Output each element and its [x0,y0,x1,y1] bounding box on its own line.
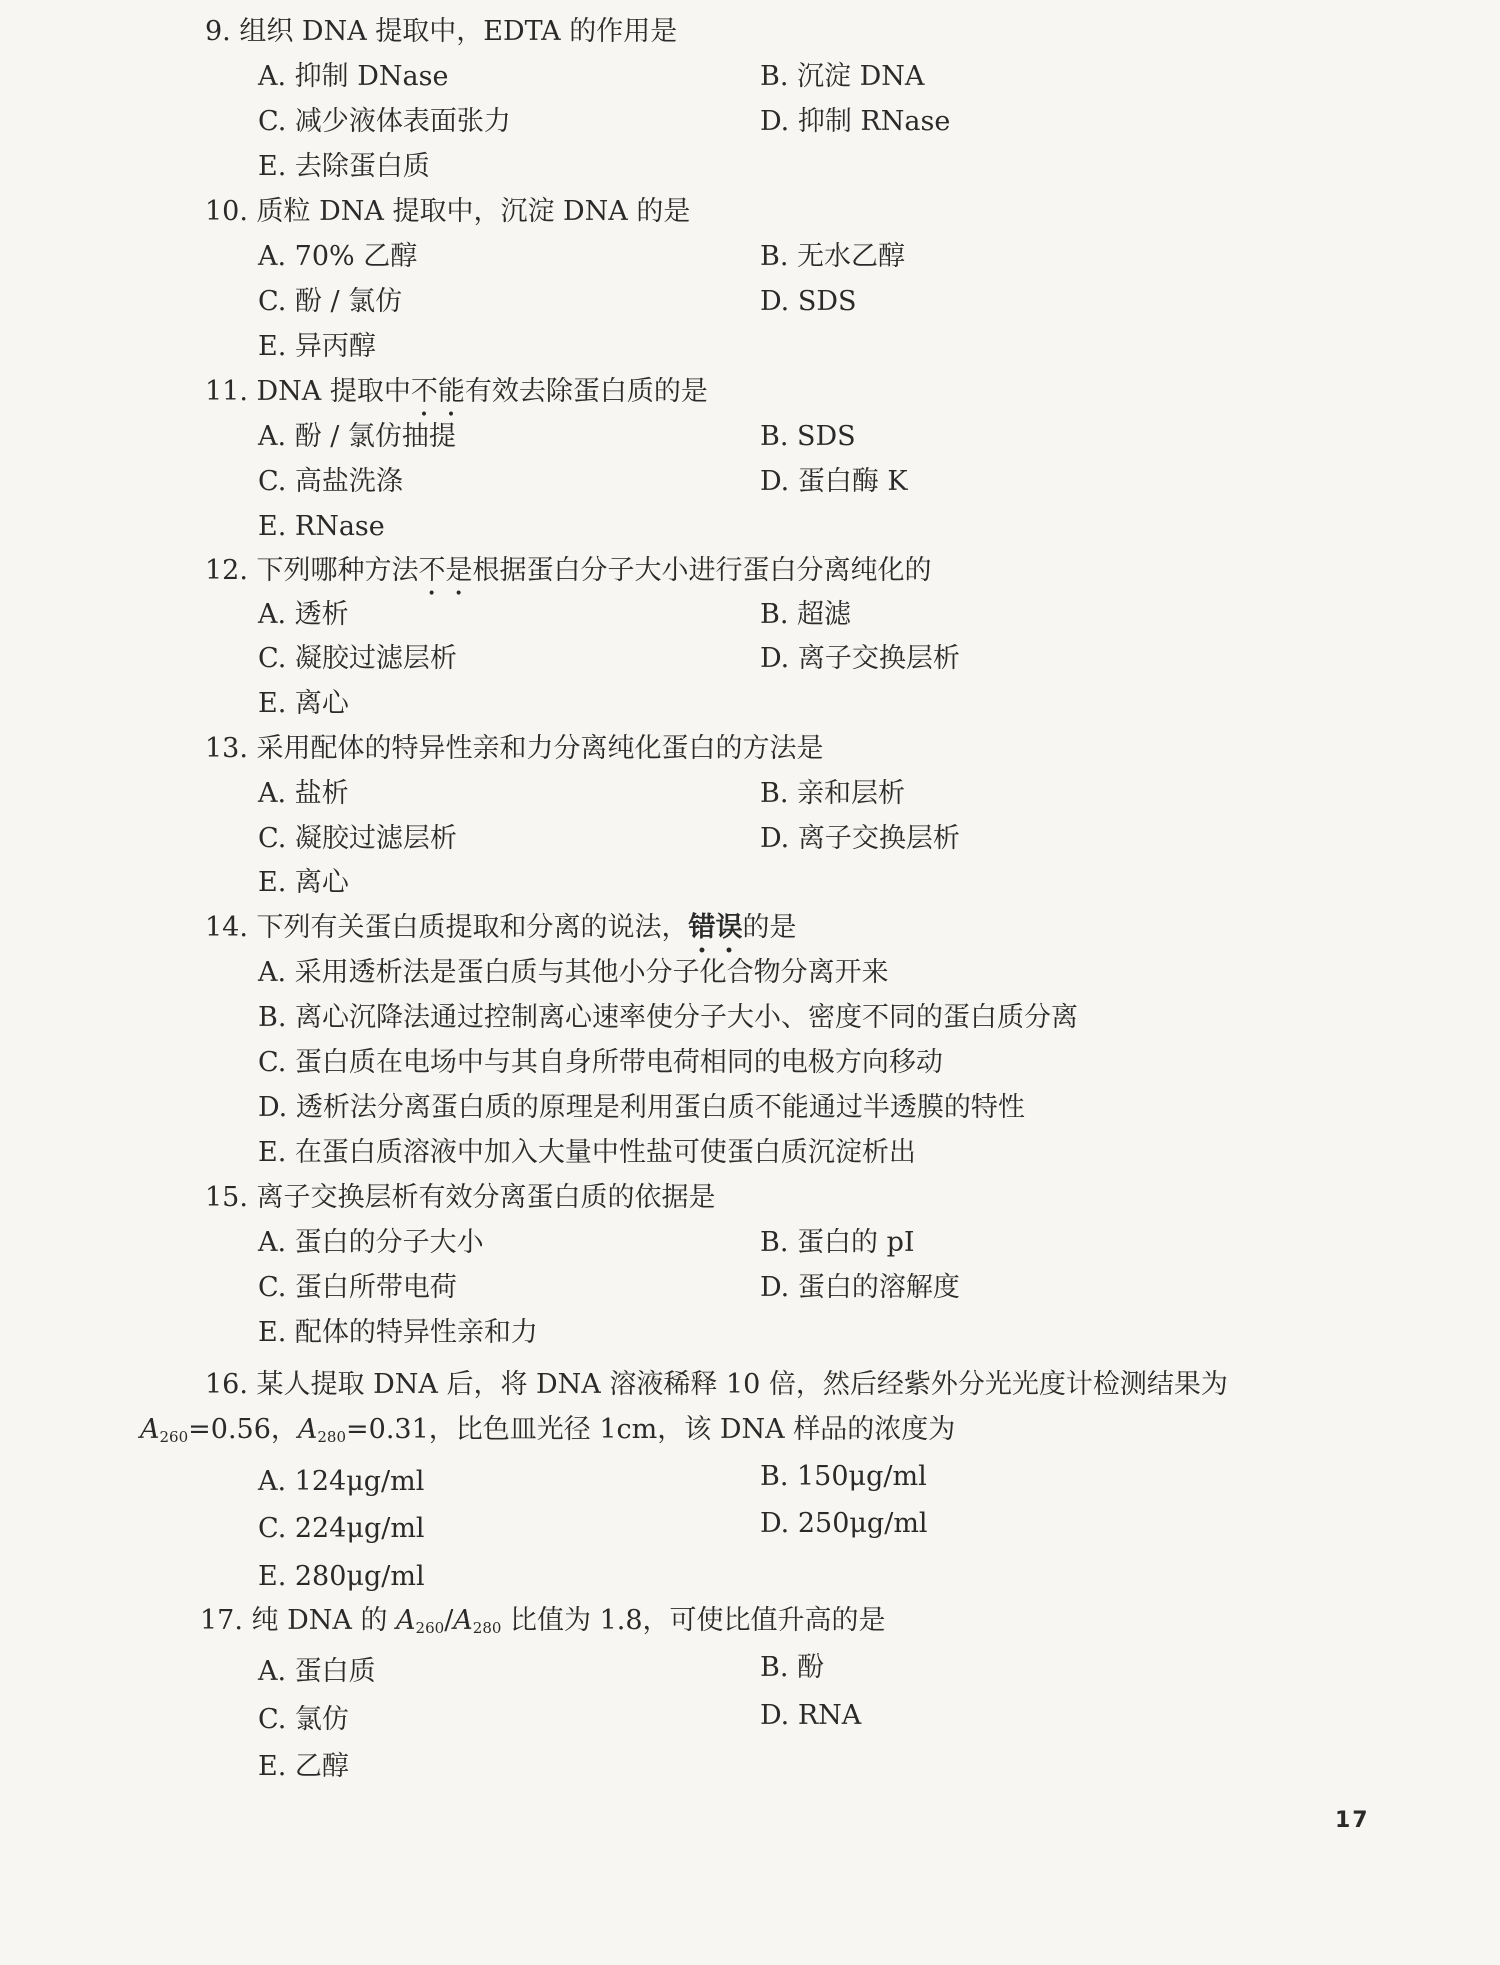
question-12-option-c: C. 凝胶过滤层析 [258,643,457,674]
question-11-option-b: B. SDS [760,421,856,452]
question-15-stem: 15. 离子交换层析有效分离蛋白质的依据是 [205,1182,716,1213]
question-12-option-d: D. 离子交换层析 [760,643,960,674]
question-11-option-c: C. 高盐洗涤 [258,466,403,497]
question-9-option-a: A. 抑制 DNase [258,61,449,92]
question-15-option-a: A. 蛋白的分子大小 [258,1227,484,1258]
question-13-stem: 13. 采用配体的特异性亲和力分离纯化蛋白的方法是 [205,733,824,764]
question-10-stem: 10. 质粒 DNA 提取中，沉淀 DNA 的是 [205,196,691,227]
question-11-stem: 11. DNA 提取中不能有效去除蛋白质的是 [205,376,708,407]
question-17-option-d: D. RNA [760,1700,862,1731]
question-15-option-b: B. 蛋白的 pI [760,1227,915,1258]
question-14-option-e: E. 在蛋白质溶液中加入大量中性盐可使蛋白质沉淀析出 [258,1137,916,1168]
question-10-option-e: E. 异丙醇 [258,331,376,362]
question-16-stem-continued: $A_{260}=0.56$，$A_{280}=0.31$，比色皿光径 1cm，该 DNA 样品的浓度为 [140,1414,956,1446]
question-13-option-c: C. 凝胶过滤层析 [258,823,457,854]
question-17-option-b: B. 酚 [760,1652,825,1683]
question-15-option-d: D. 蛋白的溶解度 [760,1272,960,1303]
question-13-option-b: B. 亲和层析 [760,778,906,809]
question-9-option-c: C. 减少液体表面张力 [258,106,511,137]
question-17-option-e: E. 乙醇 [258,1751,349,1782]
question-14-option-b: B. 离心沉降法通过控制离心速率使分子大小、密度不同的蛋白质分离 [258,1002,1079,1033]
question-13-option-a: A. 盐析 [258,778,349,809]
question-17-stem: 17. 纯 DNA 的 $A_{260}/A_{280}$ 比值为 1.8，可使比值升高的是 [200,1605,886,1637]
question-12-option-a: A. 透析 [258,599,349,630]
question-12-option-e: E. 离心 [258,688,349,719]
question-9-stem: 9. 组织 DNA 提取中，EDTA 的作用是 [205,16,678,47]
question-11-emphasis: 不能 [410,376,465,407]
question-14-emphasis: 错误 [688,912,743,943]
question-13-option-d: D. 离子交换层析 [760,823,960,854]
question-17-option-a: A. 蛋白质 [258,1656,376,1687]
question-9-option-d: D. 抑制 RNase [760,106,951,137]
question-15-option-e: E. 配体的特异性亲和力 [258,1317,538,1348]
question-10-option-b: B. 无水乙醇 [760,241,906,272]
question-9-option-b: B. 沉淀 DNA [760,61,925,92]
question-16-option-a: A. 124μg/ml [258,1466,425,1497]
question-16-option-c: C. 224μg/ml [258,1513,425,1544]
question-11-option-a: A. 酚 / 氯仿抽提 [258,421,456,452]
question-14-option-a: A. 采用透析法是蛋白质与其他小分子化合物分离开来 [258,957,889,988]
question-10-option-a: A. 70% 乙醇 [258,241,418,272]
question-10-option-c: C. 酚 / 氯仿 [258,286,403,317]
question-13-option-e: E. 离心 [258,867,349,898]
question-12-option-b: B. 超滤 [760,599,852,630]
question-9-option-e: E. 去除蛋白质 [258,151,430,182]
question-12-stem: 12. 下列哪种方法不是根据蛋白分子大小进行蛋白分离纯化的 [205,555,932,586]
question-16-stem: 16. 某人提取 DNA 后，将 DNA 溶液稀释 10 倍，然后经紫外分光光度计检测结果为 [205,1369,1228,1400]
page-number: 17 [1335,1808,1370,1833]
question-17-option-c: C. 氯仿 [258,1704,349,1735]
question-16-option-b: B. 150μg/ml [760,1461,927,1492]
question-16-option-e: E. 280μg/ml [258,1561,425,1592]
question-14-option-d: D. 透析法分离蛋白质的原理是利用蛋白质不能通过半透膜的特性 [258,1092,1025,1123]
question-16-option-d: D. 250μg/ml [760,1508,928,1539]
question-12-emphasis: 不是 [418,555,473,586]
question-14-option-c: C. 蛋白质在电场中与其自身所带电荷相同的电极方向移动 [258,1047,943,1078]
question-11-option-e: E. RNase [258,511,385,542]
question-15-option-c: C. 蛋白所带电荷 [258,1272,457,1303]
question-10-option-d: D. SDS [760,286,857,317]
question-11-option-d: D. 蛋白酶 K [760,466,908,497]
question-14-stem: 14. 下列有关蛋白质提取和分离的说法，错误的是 [205,912,797,943]
